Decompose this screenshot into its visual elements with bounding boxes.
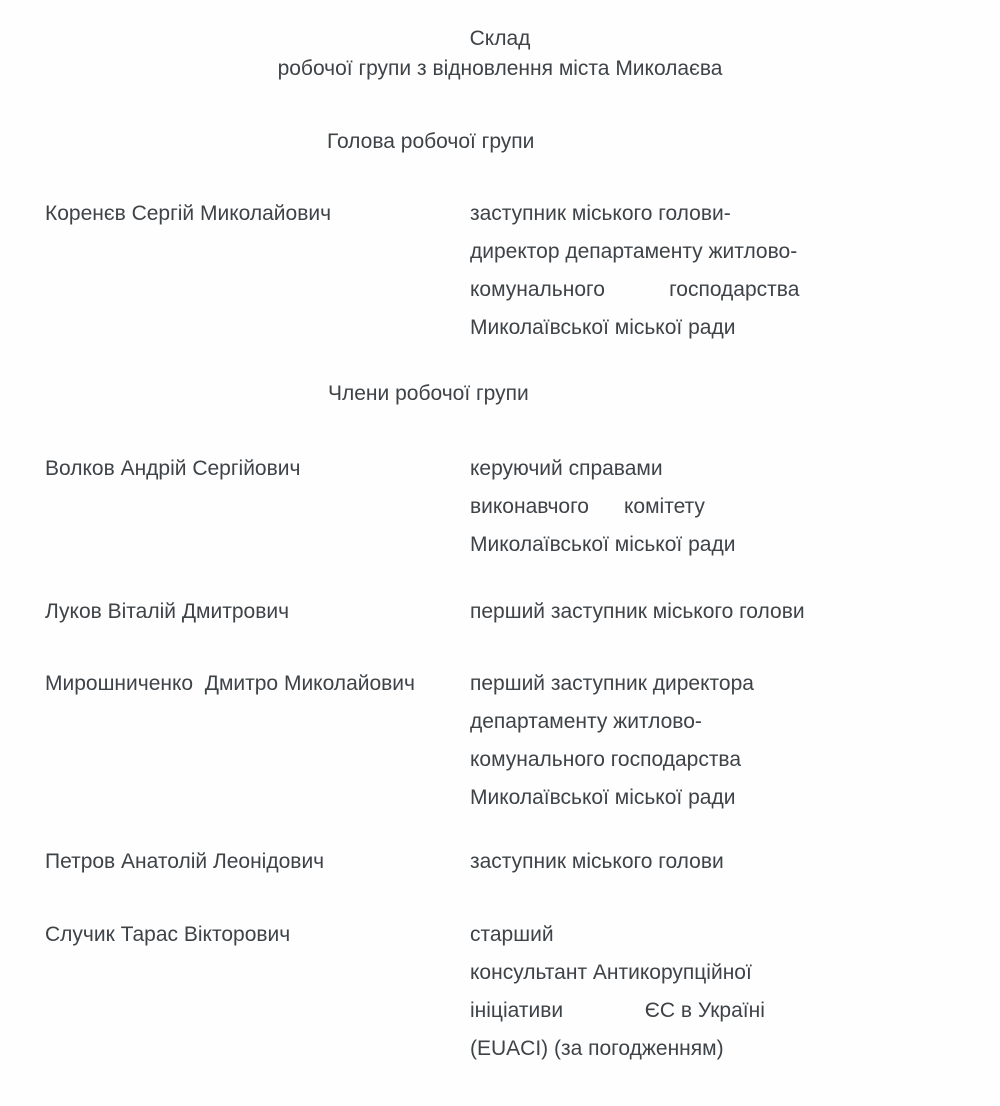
member-role-line: перший заступник міського голови (470, 600, 805, 623)
member-role-line: Миколаївської міської ради (470, 533, 736, 556)
title-line-1: Склад (469, 27, 531, 50)
title-line-2: робочої групи з відновлення міста Миколаєва (277, 57, 723, 80)
member-role-line: комунального господарства (470, 748, 742, 771)
member-role-line: ініціативи ЄС в Україні (470, 999, 765, 1022)
member-role (470, 195, 799, 347)
member-role-line: перший заступник директора (470, 672, 754, 695)
member-role-line: Миколаївської міської ради (470, 786, 736, 809)
member-role-line: департаменту житлово- (470, 710, 702, 733)
member-role-line: Миколаївської міської ради (470, 316, 736, 339)
member-role (470, 916, 765, 1068)
section-heading-chair: Голова робочої групи (327, 130, 535, 153)
member-role (470, 450, 735, 564)
section-heading-members: Члени робочої групи (328, 382, 529, 405)
member-name: Петров Анатолій Леонідович (45, 850, 325, 873)
member-role (470, 843, 724, 881)
member-role (470, 665, 754, 817)
member-name: Мирошниченко Дмитро Миколайович (45, 672, 415, 695)
document-title (0, 24, 1000, 84)
member-role-line: старший (470, 923, 554, 946)
member-name: Луков Віталій Дмитрович (45, 600, 290, 623)
member-role-line: керуючий справами (470, 457, 663, 480)
member-role-line: заступник міського голови- (470, 202, 731, 225)
member-name: Случик Тарас Вікторович (45, 923, 291, 946)
member-role-line: виконавчого комітету (470, 495, 705, 518)
member-role-line: директор департаменту житлово- (470, 240, 798, 263)
member-name: Коренєв Сергій Миколайович (45, 202, 332, 225)
member-role-line: (EUACI) (за погодженням) (470, 1037, 724, 1060)
member-role-line: комунального господарства (470, 278, 800, 301)
member-name: Волков Андрій Сергійович (45, 457, 301, 480)
member-role (470, 593, 805, 631)
member-role-line: заступник міського голови (470, 850, 724, 873)
member-role-line: консультант Антикорупційної (470, 961, 752, 984)
